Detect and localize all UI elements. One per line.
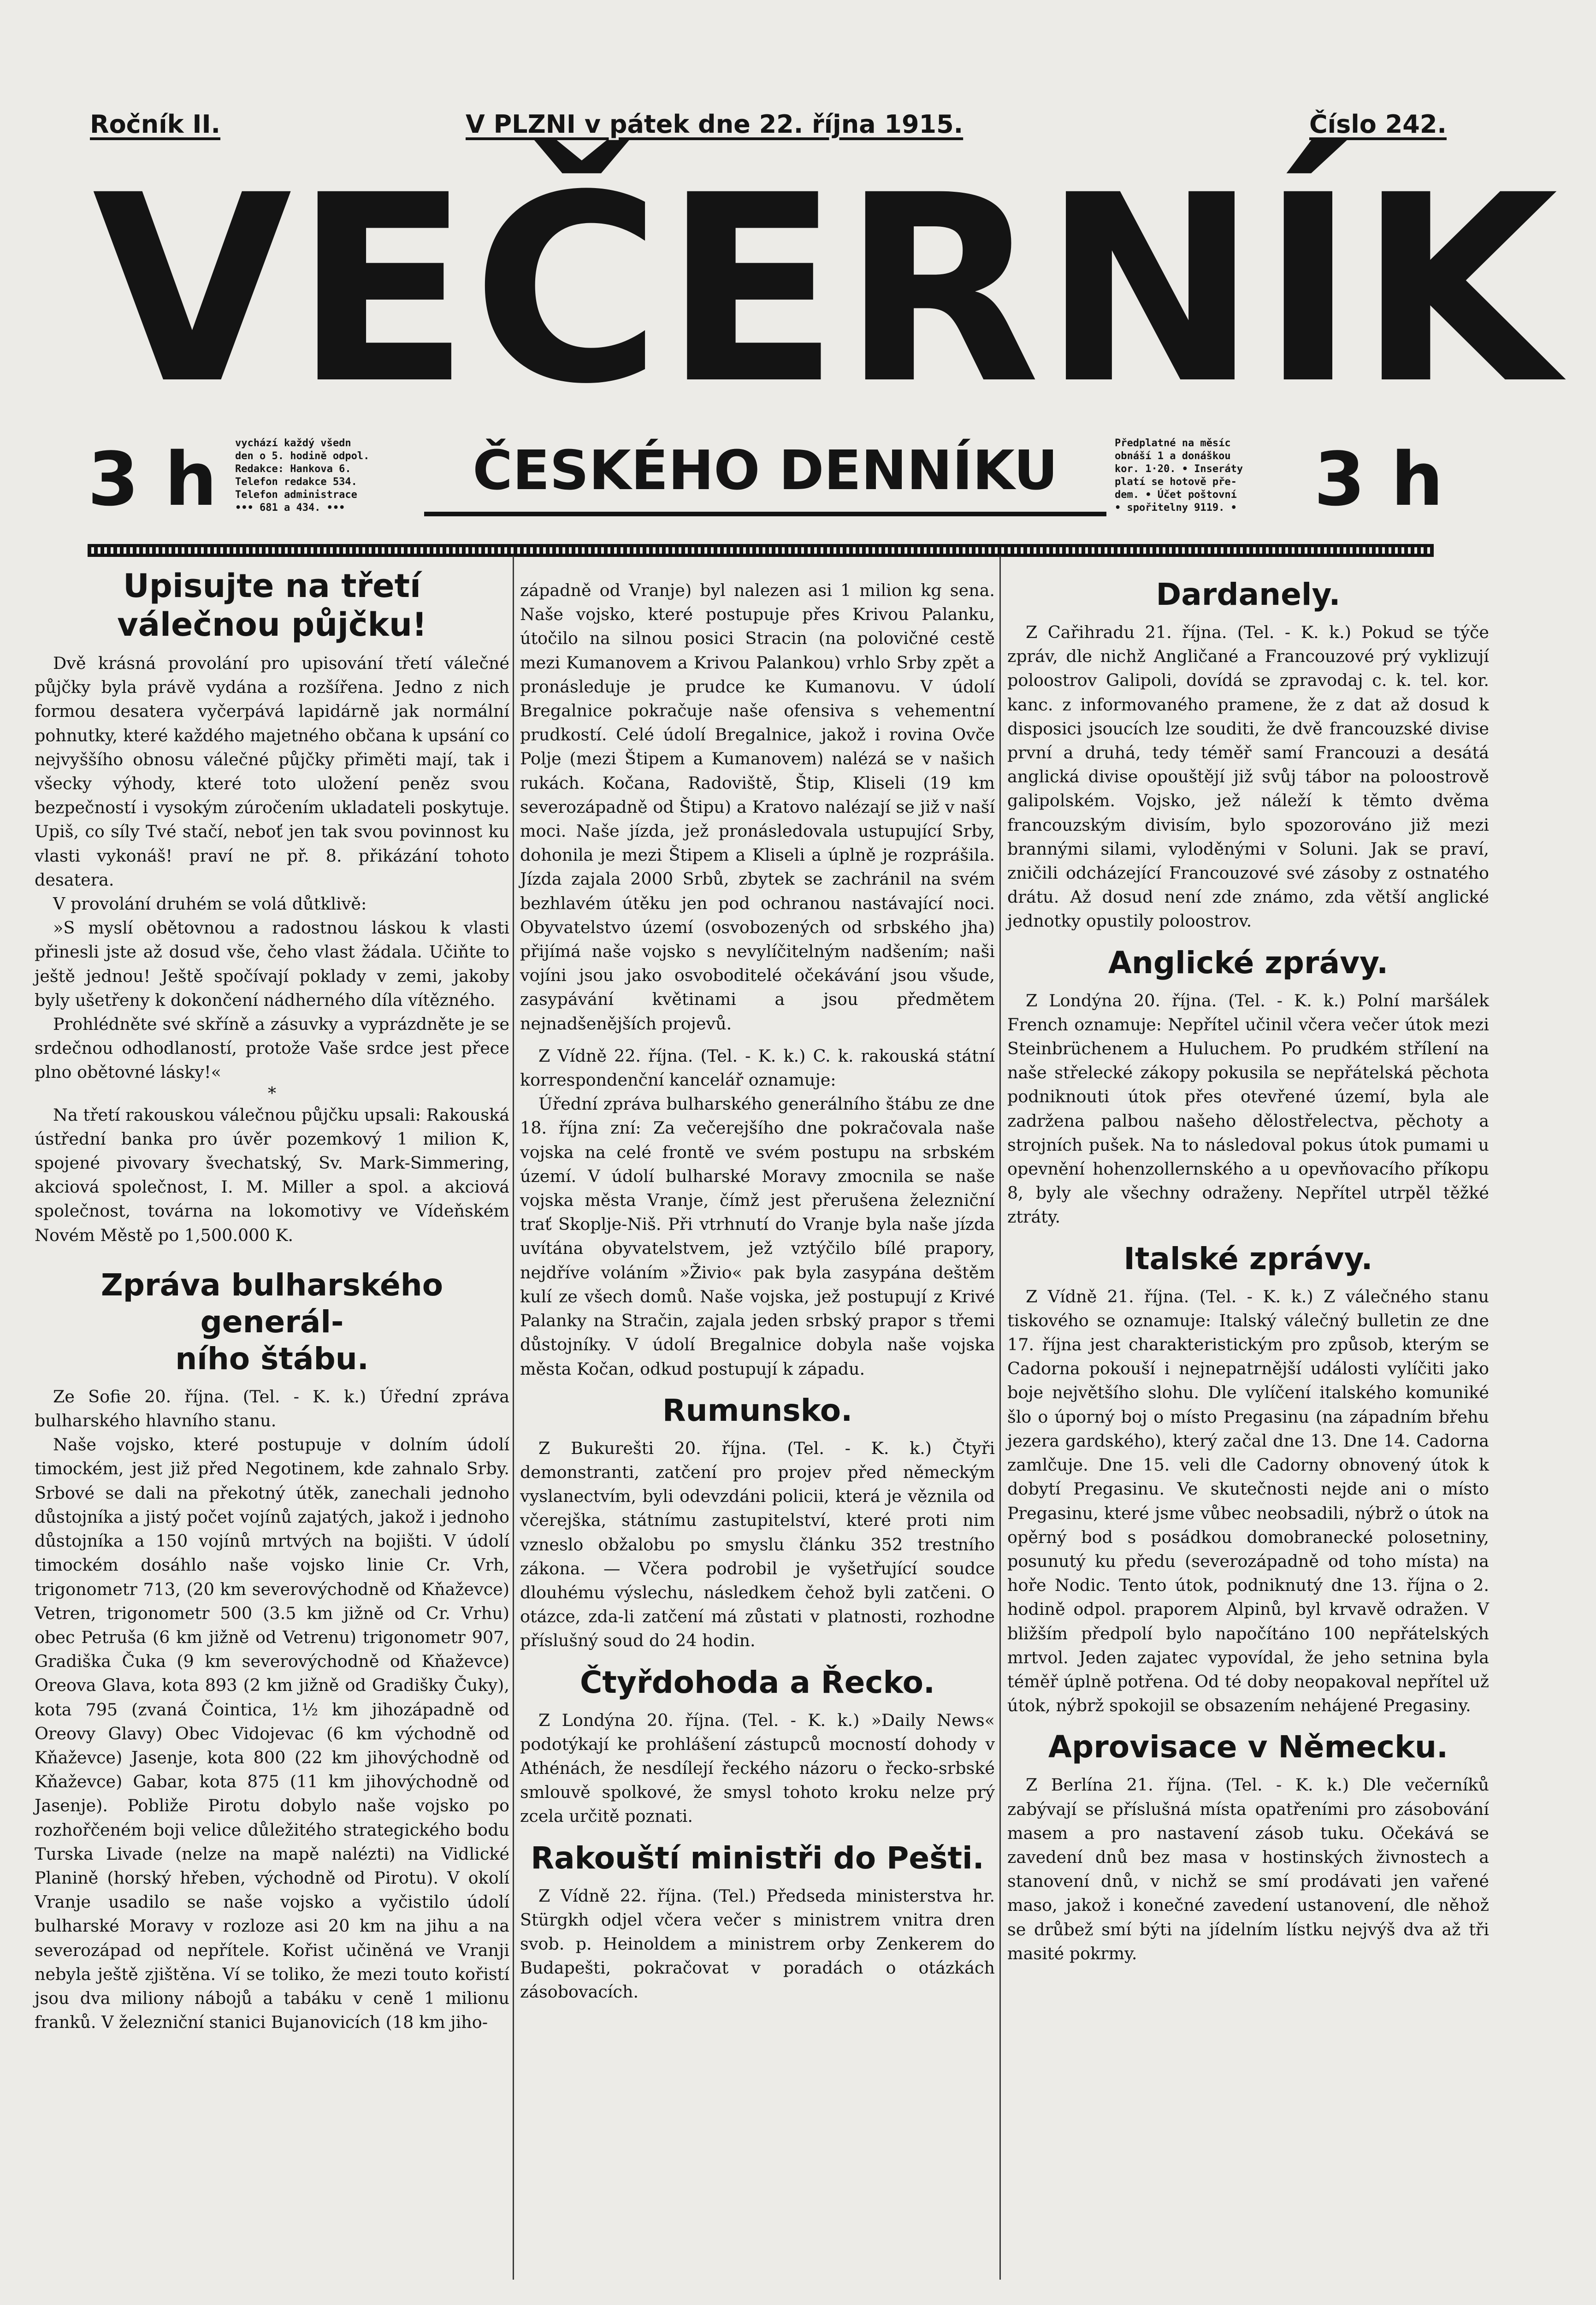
issue-number: Číslo 242. bbox=[1309, 110, 1447, 139]
publication-info bbox=[235, 437, 415, 514]
info-line: Telefon administrace bbox=[235, 489, 357, 501]
column-divider bbox=[513, 556, 514, 2280]
dateline: V PLZNI v pátek dne 22. října 1915. bbox=[466, 110, 964, 139]
article-headline bbox=[1007, 945, 1489, 981]
article-paragraph: Prohlédněte své skříně a zásuvky a vyprázdněte je se srdečnou odhodlaností, protože Vaše srdce jest přece plno obětovné lásky!« bbox=[35, 1014, 509, 1082]
article-headline bbox=[1007, 576, 1489, 613]
article-paragraph: Úřední zpráva bulharského generálního štábu ze dne 18. října zní: Za večerejšího dne pokračovala naše vojska na celé frontě ve svém postupu na srbském území. V údolí bulharské Moravy zmocnila se naše vojska města Vranje, čímž jest přerušena železniční trať Skoplje-Niš. Při vtrhnutí do Vranje byla naše jízda uvítána obyvatelstvem, jež vztýčilo bílé prapory, nejdříve voláním »Živio« pak byla zasypána deštěm kulí ze všech domů. Naše vojska, jež postupují z Krivé Palanky na Stračin, zajala jeden srbský prapor s třemi důstojníky. V údolí Bregalnice dobyla naše vojska města Kočan, odkud postupují k západu. bbox=[520, 1094, 995, 1379]
masthead-rule bbox=[88, 544, 1434, 557]
article-headline bbox=[35, 567, 509, 644]
price-left: 3 h bbox=[88, 436, 217, 522]
column-1 bbox=[35, 560, 509, 2034]
info-line: platí se hotově pře- bbox=[1115, 476, 1237, 488]
headline-line: Zpráva bulharského generál- bbox=[100, 1267, 443, 1340]
info-line: Předplatné na měsíc bbox=[1115, 437, 1231, 449]
column-3 bbox=[1007, 576, 1489, 1966]
article-paragraph: »S myslí obětovnou a radostnou láskou k vlasti přinesli jste až dosud vše, čeho vlast žádala. Učiňte to ještě jednou! Ještě spočívají poklady v zemi, jakoby byly ušetřeny k dokončení nádherného díla vítězného. bbox=[35, 918, 509, 1010]
article-paragraph: Z Vídně 22. října. (Tel.) Předseda ministerstva hr. Stürgkh odjel včera večer s ministrem vnitra dren svob. p. Heinoldem a ministrem orby Zenkerem do Budapešti, pokračovat v poradách o otázkách zásobovacích. bbox=[520, 1885, 995, 2002]
article-paragraph: Z Cařihradu 21. října. (Tel. - K. k.) Pokud se týče zpráv, dle nichž Angličané a Francouzové prý vyklizují poloostrov Galipoli, dovídá se zpravodaj c. k. tel. kor. kanc. z informovaného pramene, že z dat až dosud k disposici jsoucích lze souditi, že dvě francouzské divise první a druhá, tedy téměř samí Francouzi a desátá anglická divise opouštějí již svůj tábor na poloostrově galipolském. Vojsko, jež náleží k těmto dvěma francouzským divisím, bylo spozorováno již mezi brannými silami, vyloděnými v Soluni. Jak se praví, zničili odcházející Francouzové své zásoby z ostnatého drátu. Až dosud není zde známo, zda větší anglické jednotky opustily poloostrov. bbox=[1007, 622, 1489, 931]
info-line: Redakce: Hankova 6. bbox=[235, 463, 351, 475]
subscription-info bbox=[1115, 437, 1304, 514]
headline-line: Italské zprávy. bbox=[1123, 1241, 1373, 1277]
section-separator: * bbox=[268, 1084, 276, 1103]
article-paragraph: Z Vídně 22. října. (Tel. - K. k.) C. k. rakouská státní korrespondenční kancelář oznamuje: bbox=[520, 1046, 995, 1090]
article-paragraph: Naše vojsko, které postupuje v dolním údolí timockém, jest již před Negotinem, kde zahnalo Srby. Srbové se dali na překotný útěk, zanechali jednoho důstojníka a jistý počet vojínů zajatých, jakož i jednoho důstojníka a 150 vojínů mrtvých na bojišti. V údolí timockém dosáhlo naše vojsko linie Cr. Vrh, trigonometr 713, (20 km severovýchodně od Kňaževce) Vetren, trigonometr 500 (3.5 km jižně od Cr. Vrhu) obec Petruša (6 km jižně od Vetrenu) trigonometr 907, Gradiška Čuka (9 km severovýchodně od Kňaževce) Oreova Glava, kota 893 (2 km jižně od Gradišky Čuky), kota 795 (zvaná Čointica, 1½ km jihozápadně od Oreovy Glavy) Obec Vidojevac (6 km východně od Kňaževce) Jasenje, kota 800 (22 km jihovýchodně od Kňaževce) Gabar, kota 875 (11 km jihovýchodně od Jasenje). Pobliže Pirotu dobylo naše vojsko po rozhořčeném boji velice důležitého strategického bodu Turska Livade (nelze na mapě nalézti) na Vidlické Planině (horský hřeben, východně od Pirotu). V okolí Vranje usadilo se naše vojsko a vyčistilo údolí bulharské Moravy v rozloze asi 20 km na jihu a na severozápad od nepřítele. Kořist učiněná ve Vranji nebyla ještě zjištěna. Ví se toliko, že mezi touto kořistí jsou dva miliony nábojů a tabáku v ceně 1 milionu franků. V železniční stanici Bujanovicích (18 km jiho- bbox=[35, 1435, 509, 2033]
headline-line: Anglické zprávy. bbox=[1108, 945, 1389, 981]
headline-line: Dardanely. bbox=[1156, 577, 1341, 612]
info-line: Telefon redakce 534. bbox=[235, 476, 357, 488]
info-line: kor. 1·20. • Inseráty bbox=[1115, 463, 1243, 475]
article-paragraph: Z Londýna 20. října. (Tel. - K. k.) »Daily News« podotýkají ke prohlášení zástupců mocností dohody v Athénách, že nesdílejí řeckého názoru o řecko-srbské smlouvě spolkové, že smysl tohoto kroku nelze prý zcela určitě poznati. bbox=[520, 1710, 995, 1826]
headline-line: válečnou půjčku! bbox=[117, 606, 427, 644]
headline-line: Aprovisace v Německu. bbox=[1048, 1729, 1448, 1765]
article-headline bbox=[35, 1267, 509, 1377]
column-divider bbox=[999, 556, 1001, 2280]
price-right: 3 h bbox=[1314, 436, 1443, 522]
info-line: vychází každý všedn bbox=[235, 437, 351, 449]
headline-line: Rakouští ministři do Pešti. bbox=[531, 1840, 984, 1876]
newspaper-subtitle: ČESKÉHO DENNÍKU bbox=[424, 429, 1106, 516]
article-headline bbox=[1007, 1241, 1489, 1277]
article-headline bbox=[520, 1392, 995, 1429]
article-paragraph: V provolání druhém se volá důtklivě: bbox=[53, 894, 367, 914]
article-paragraph: Z Londýna 20. října. (Tel. - K. k.) Polní maršálek French oznamuje: Nepřítel učinil včera večer útok mezi Steinbrüchenem a Huluchem. Po prudkém střílení na naše střelecké zákopy pokusila se nepřátelská pěchota podniknouti útok přes otevřené území, byla ale zadržena palbou našeho dělostřelectva, pěchoty a strojních pušek. Na to následoval pokus útok pumami u opevnění hohenzollernského a u opevňovacího příkopu 8, byly ale všechny odraženy. Nepřítel utrpěl těžké ztráty. bbox=[1007, 990, 1489, 1227]
headline-line: Upisujte na třetí bbox=[123, 567, 421, 605]
info-line: den o 5. hodině odpol. bbox=[235, 450, 370, 462]
article-paragraph: Z Vídně 21. října. (Tel. - K. k.) Z válečného stanu tiskového se oznamuje: Italský válečný bulletin ze dne 17. října jest charakteristickým pro způsob, kterým se Cadorna pokouší i nejnepatrnější události vylíčiti jako boje největšího slohu. Dle vylíčení italského komuniké šlo o úporný boj o místo Pregasinu (na západním břehu jezera gardského), který začal dne 13. Dne 14. Cadorna zamlčuje. Dne 15. veli dle Cadorny obnovený útok k dobytí Pregasinu. Ve skutečnosti nejde ani o místo Pregasinu, které jsme vůbec neobsadili, nýbrž o útok na opěrný bod s posádkou domobranecké polosetniny, posunutý ku předu (severozápadně od toho místa) na hoře Nodic. Tento útok, podniknutý dne 13. října o 2. hodině odpol. praporem Alpinů, byl krvavě odražen. V bližším předpolí bylo napočítáno 100 nepřátelských mrtvol. Jeden zajatec vypovídal, že jeho setnina byla téměř úplně potřena. Od té doby neopakoval nepřítel už útok, nýbrž spokojil se obsazením nehájené Pregasiny. bbox=[1007, 1286, 1489, 1716]
info-line: dem. • Účet poštovní bbox=[1115, 489, 1237, 501]
column-2 bbox=[520, 579, 995, 2004]
info-line: ••• 681 a 434. ••• bbox=[235, 502, 345, 514]
article-paragraph: Dvě krásná provolání pro upisování třetí válečné půjčky byla právě vydána a rozšířena. Jedno z nich formou desatera vyčerpává lapidárně jak normální pohnutky, které každého majetného občana k upsání co nejvyššího obnosu válečné půjčky přiměti mají, tak i všecky výhody, které toto uložení peněz svou bezpečností i vysokým zúročením ukladateli poskytuje. Upiš, co síly Tvé stačí, neboť jen tak svou povinnost ku vlasti vykonáš! praví ne př. 8. přikázání tohoto desatera. bbox=[35, 653, 509, 890]
article-paragraph: Z Bukurešti 20. října. (Tel. - K. k.) Čtyři demonstranti, zatčení pro projev před německým vyslanectvím, byli odevzdáni policii, která je věznila od včerejška, státnímu zastupitelství, které proti nim vzneslo obžalobu po smyslu článku 352 trestního zákona. — Včera podrobil je vyšetřující soudce dlouhému výslechu, následkem čehož byli zatčeni. O otázce, zda-li zatčení má zůstati v platnosti, rozhodne příslušný soud do 24 hodin. bbox=[520, 1438, 995, 1651]
article-headline bbox=[520, 1840, 995, 1877]
headline-line: Rumunsko. bbox=[662, 1392, 853, 1428]
newspaper-title: VEČERNÍK bbox=[92, 140, 1560, 441]
headline-line: ního štábu. bbox=[175, 1341, 369, 1377]
article-paragraph: Ze Sofie 20. října. (Tel. - K. k.) Úřední zpráva bulharského hlavního stanu. bbox=[35, 1386, 509, 1431]
article-headline bbox=[520, 1664, 995, 1701]
article-headline bbox=[1007, 1729, 1489, 1766]
article-paragraph: Na třetí rakouskou válečnou půjčku upsali: Rakouská ústřední banka pro úvěr pozemkový 1 milion K, spojené pivovary švechatský, Sv. Mark-Simmering, akciová společnost, I. M. Miller a spol. a akciová společnost, továrna na lokomotivy ve Vídeňském Novém Městě po 1,500.000 K. bbox=[35, 1105, 509, 1245]
info-line: obnáší 1 a donáškou bbox=[1115, 450, 1231, 462]
headline-line: Čtyřdohoda a Řecko. bbox=[580, 1664, 935, 1700]
article-paragraph: západně od Vranje) byl nalezen asi 1 milion kg sena. Naše vojsko, které postupuje přes Krivou Palanku, útočilo na silnou posici Stracin (na polovičné cestě mezi Kumanovem a Krivou Palankou) vrhlo Srby zpět a pronásleduje je prudce ke Kumanovu. V údolí Bregalnice pokračuje naše ofensiva s vehementní prudkostí. Celé údolí Bregalnice, jakož i rovina Ovče Polje (mezi Štipem a Kumanovem) nalézá se v našich rukách. Kočana, Radoviště, Štip, Kliseli (19 km severozápadně od Štipu) a Kratovo nalézají se již v naší moci. Naše jízda, jež pronásledovala ustupující Srby, dohonila je mezi Štipem a Kliseli a úplně je rozprášila. Jízda zajala 2000 Srbů, zbytek se zachránil na svém bezhlavém útěku jen pod ochranou nastávající noci. Obyvatelstvo území (osvobozených od srbského jha) přijímá naše vojsko s nevylíčitelným nadšením; naši vojíni jsou jako osvoboditelé očekávání jsou všude, zasypávání květinami a jsou předmětem nejnadšenějších projevů. bbox=[520, 580, 995, 1034]
article-paragraph: Z Berlína 21. října. (Tel. - K. k.) Dle večerníků zabývají se příslušná místa opatřeními pro zásobování masem a pro nastavení zásob tuku. Očekává se zavedení dnů bez masa v hostinských živnostech a stanovení dnů, v nichž se smí prodávati jen vařené maso, jakož i konečné zavedení ustanovení, dle něhož se drůbež smí býti na jídelním lístku nejvýš dva až tři masité pokrmy. bbox=[1007, 1775, 1489, 1963]
volume-label: Ročník II. bbox=[90, 110, 221, 139]
info-line: • spořitelny 9119. • bbox=[1115, 502, 1237, 514]
